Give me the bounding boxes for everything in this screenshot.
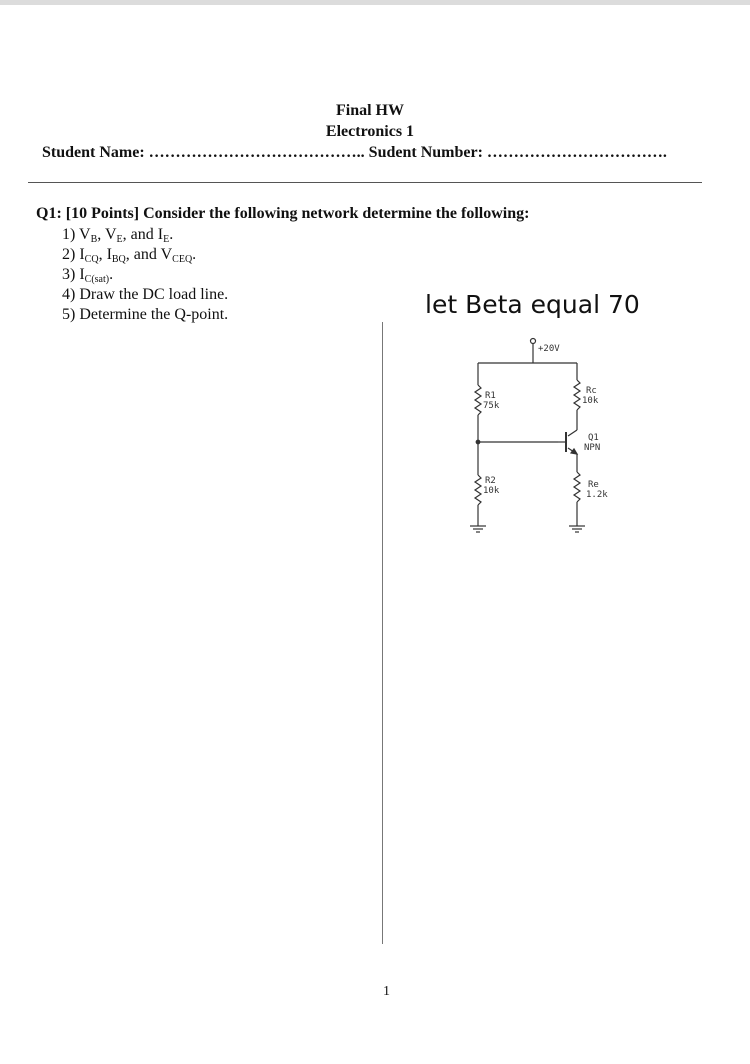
top-border [0,0,750,5]
r1-value: 75k [483,401,500,411]
r1-name: R1 [485,391,496,401]
r2-value: 10k [483,486,500,496]
doc-title: Final HW [335,102,404,119]
divider [28,182,702,183]
student-number-label: Sudent Number: [368,144,483,161]
course-name: Electronics 1 [325,123,415,140]
question-item-2: 2) $I_{CQ}$, $I_{BQ}$, and $V_{CEQ}$. [62,246,197,265]
page-number: 1 [383,984,390,999]
r2-resistor [475,475,481,505]
q1-type: NPN [584,443,601,453]
re-name: Re [588,480,599,490]
question-item-1: 1) $V_B$, $V_E$, and $I_E$. [62,226,174,245]
re-value: 1.2k [586,490,608,500]
question-item-4: 4) Draw the DC load line. [62,286,229,303]
emitter-arrow [571,449,577,454]
rc-value: 10k [582,396,599,406]
question-item-3: 3) $I_{C(sat)}$. [62,266,114,285]
student-info-line [42,144,667,162]
supply-terminal [531,339,536,344]
r1-resistor [475,385,481,415]
r2-name: R2 [485,476,496,486]
rc-resistor [574,380,580,410]
re-resistor [574,472,580,502]
student-number-blank: ……………………………. [486,144,667,161]
column-divider [382,322,383,944]
supply-label: +20V [538,344,560,354]
circuit-diagram [440,330,620,550]
beta-note: let Beta equal 70 [425,290,640,319]
student-name-blank: ………………………………….. [148,144,365,161]
rc-name: Rc [586,386,597,396]
q1-name: Q1 [588,433,599,443]
collector-lead [568,430,577,436]
student-name-label: Student Name: [42,144,145,161]
question-item-5: 5) Determine the Q-point. [62,306,229,323]
question-heading: Q1: [10 Points] Consider the following network determine the following: [36,205,530,222]
